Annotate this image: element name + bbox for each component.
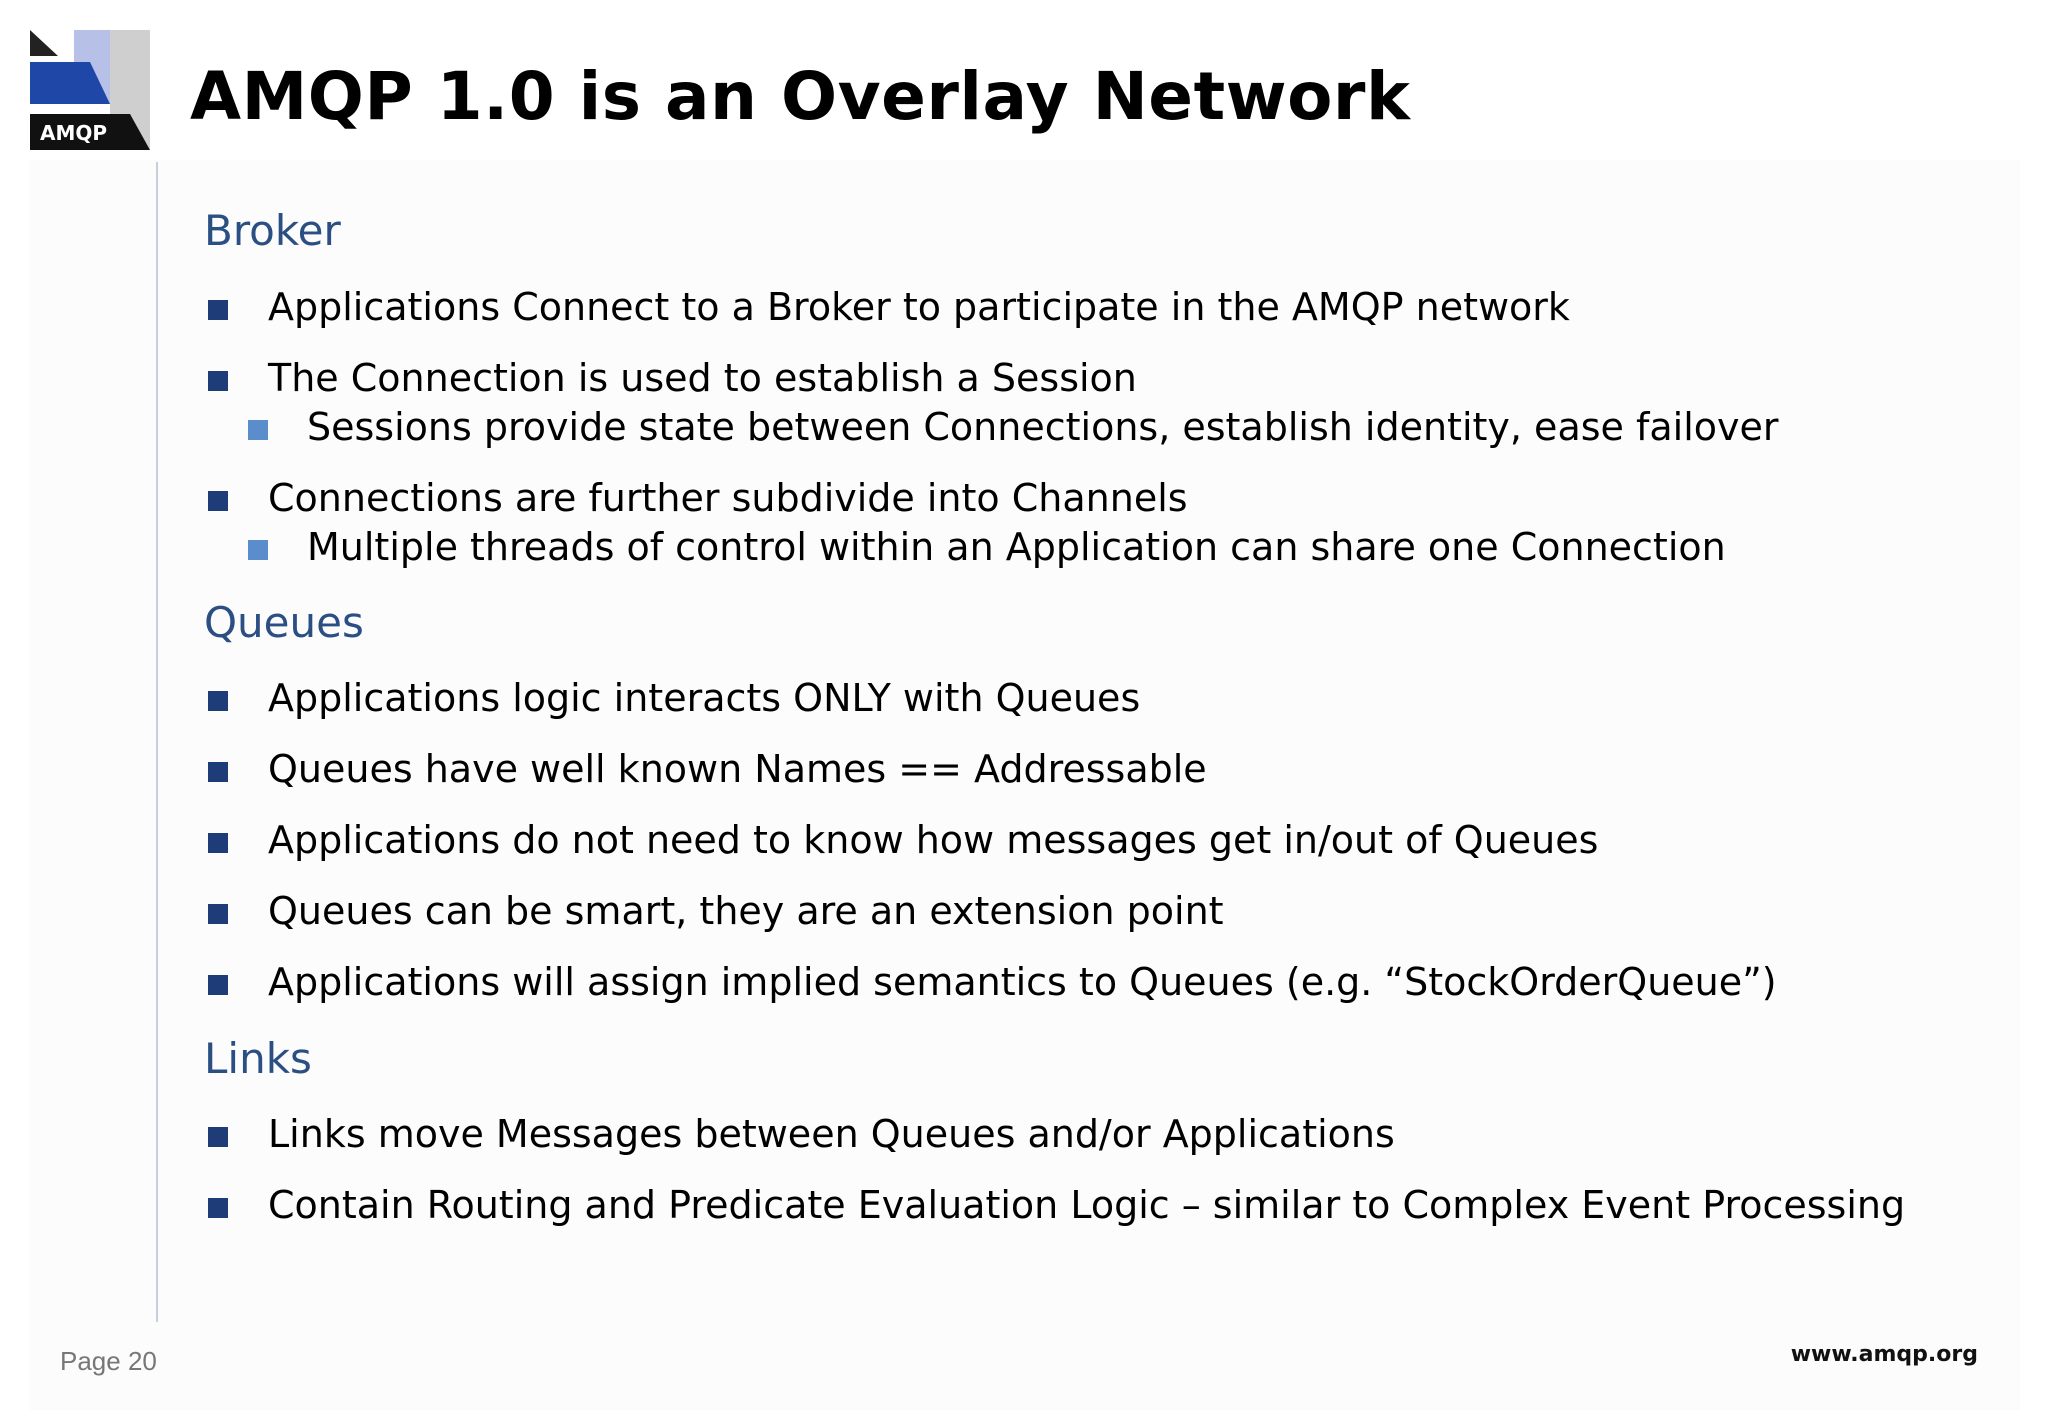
list-item-text: Applications will assign implied semantics to Queues (e.g. “StockOrderQueue”) xyxy=(268,960,1777,1004)
list-item-text: Queues can be smart, they are an extension point xyxy=(268,889,1224,933)
list-item-text: Applications logic interacts ONLY with Queues xyxy=(268,676,1141,720)
bullet-square-icon xyxy=(208,975,228,995)
page-title: AMQP 1.0 is an Overlay Network xyxy=(190,58,1411,135)
list-item-text: Contain Routing and Predicate Evaluation Logic – similar to Complex Event Processing xyxy=(268,1183,1906,1227)
sub-bullet-square-icon xyxy=(248,540,268,560)
sub-list-item-text: Sessions provide state between Connections, establish identity, ease failover xyxy=(307,405,1779,449)
bullet-square-icon xyxy=(208,1127,228,1147)
list-item-text: Connections are further subdivide into Channels xyxy=(268,476,1188,520)
list-item-text: Queues have well known Names == Addressable xyxy=(268,747,1207,791)
section-heading-broker: Broker xyxy=(204,206,341,255)
logo-text: AMQP xyxy=(40,121,108,145)
bullet-square-icon xyxy=(208,371,228,391)
section-heading-queues: Queues xyxy=(204,598,364,647)
bullet-square-icon xyxy=(208,491,228,511)
bullet-square-icon xyxy=(208,762,228,782)
list-item-text: Links move Messages between Queues and/or Applications xyxy=(268,1112,1395,1156)
list-item-text: Applications do not need to know how messages get in/out of Queues xyxy=(268,818,1599,862)
bullet-square-icon xyxy=(208,833,228,853)
bullet-square-icon xyxy=(208,904,228,924)
amqp-logo-icon xyxy=(30,30,150,150)
sub-list-item-text: Multiple threads of control within an Application can share one Connection xyxy=(307,525,1726,569)
sub-bullet-square-icon xyxy=(248,420,268,440)
page-number: Page 20 xyxy=(60,1346,157,1376)
list-item-text: The Connection is used to establish a Session xyxy=(268,356,1137,400)
vertical-divider xyxy=(156,162,158,1322)
bullet-square-icon xyxy=(208,1198,228,1218)
bullet-square-icon xyxy=(208,300,228,320)
footer-url: www.amqp.org xyxy=(1790,1342,1978,1367)
bullet-square-icon xyxy=(208,691,228,711)
section-heading-links: Links xyxy=(204,1034,312,1083)
list-item-text: Applications Connect to a Broker to participate in the AMQP network xyxy=(268,285,1570,329)
